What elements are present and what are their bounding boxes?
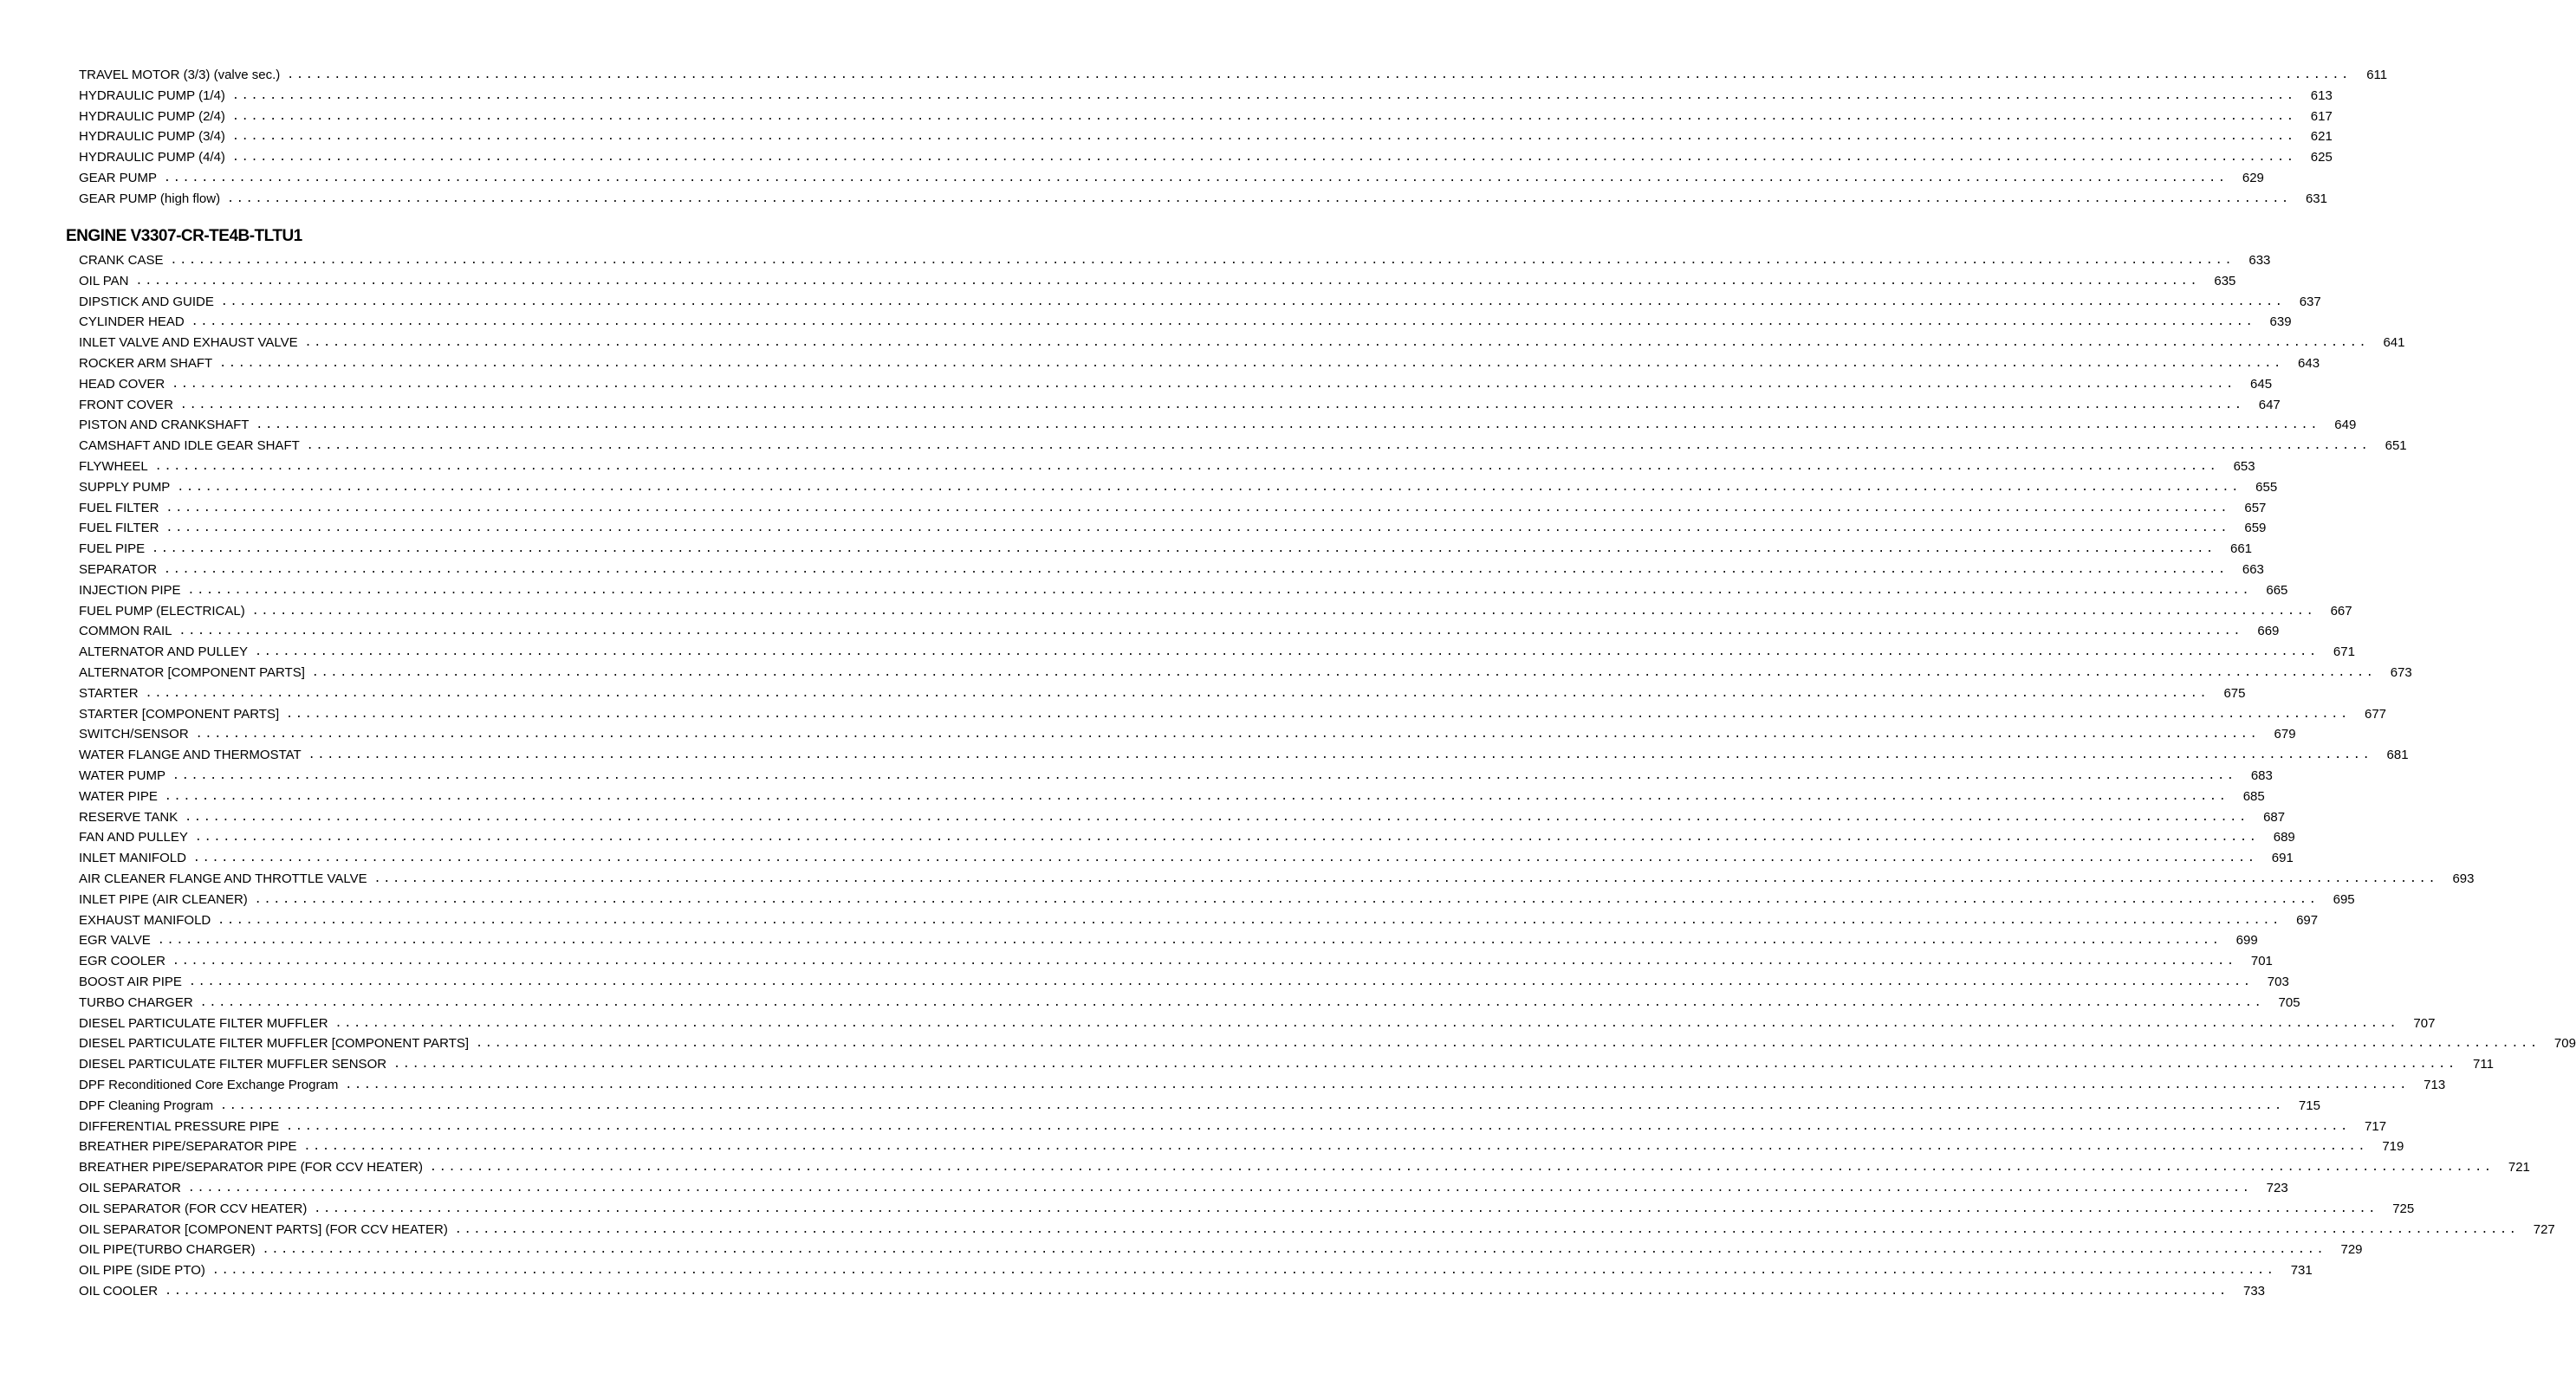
dot-leader: ............................................................................................................................................................................................................................ (287, 68, 2352, 81)
dot-leader: ............................................................................................................................................................................................................................ (187, 583, 2252, 597)
dot-leader: ............................................................................................................................................................................................................................ (195, 728, 2260, 742)
toc-entry-page-number: 633 (2248, 253, 2271, 268)
toc-entry[interactable] (79, 454, 2255, 475)
toc-entry[interactable] (79, 1114, 2387, 1135)
toc-entry-page-number: 643 (2298, 356, 2320, 371)
toc-entry[interactable] (79, 908, 2319, 929)
toc-entry-page-number: 665 (2266, 582, 2288, 598)
toc-entry-title: GEAR PUMP (high flow) (79, 191, 221, 206)
dot-leader: ............................................................................................................................................................................................................................ (454, 1222, 2519, 1236)
toc-entry-title: HYDRAULIC PUMP (1/4) (79, 87, 225, 103)
dot-leader: ............................................................................................................................................................................................................................ (304, 336, 2369, 350)
toc-entry-title: HYDRAULIC PUMP (4/4) (79, 150, 225, 165)
toc-entry-title: STARTER (79, 685, 139, 701)
toc-entry[interactable] (79, 722, 2296, 742)
toc-entry-page-number: 647 (2258, 397, 2281, 412)
toc-entry-page-number: 629 (2242, 171, 2264, 185)
dot-leader: ............................................................................................................................................................................................................................ (231, 130, 2296, 144)
toc-entry[interactable] (79, 495, 2267, 516)
dot-leader: ............................................................................................................................................................................................................................ (172, 955, 2236, 968)
toc-entry-page-number: 621 (2310, 129, 2333, 145)
toc-entry[interactable] (79, 681, 2246, 702)
dot-leader: ............................................................................................................................................................................................................................ (308, 748, 2372, 762)
toc-entry-title: WATER PUMP (79, 768, 165, 783)
dot-leader: ............................................................................................................................................................................................................................ (157, 934, 2222, 948)
toc-entry[interactable] (79, 702, 2387, 722)
dot-leader: ............................................................................................................................................................................................................................ (185, 810, 2249, 824)
toc-entry-page-number: 699 (2235, 933, 2258, 949)
toc-entry[interactable] (79, 309, 2292, 330)
toc-entry[interactable] (79, 578, 2288, 599)
toc-entry-title: FUEL PUMP (ELECTRICAL) (79, 603, 245, 619)
toc-entry-page-number: 683 (2250, 768, 2273, 783)
toc-entry[interactable] (79, 1134, 2404, 1155)
toc-entry[interactable] (79, 248, 2271, 269)
toc-entry-title: FUEL PIPE (79, 541, 146, 557)
toc-entry[interactable] (79, 784, 2265, 805)
dot-leader: ............................................................................................................................................................................................................................ (172, 377, 2236, 391)
dot-leader: ............................................................................................................................................................................................................................ (164, 172, 2228, 185)
toc-entry-title: DIESEL PARTICULATE FILTER MUFFLER [COMPONENT PARTS] (79, 1036, 470, 1052)
toc-entry-page-number: 637 (2299, 294, 2321, 309)
toc-entry-page-number: 719 (2382, 1139, 2404, 1155)
dot-leader: ............................................................................................................................................................................................................................ (286, 1119, 2351, 1133)
toc-entry[interactable] (79, 124, 2333, 145)
toc-entry-title: CYLINDER HEAD (79, 314, 185, 330)
toc-entry-page-number: 667 (2330, 603, 2352, 619)
dot-leader: ............................................................................................................................................................................................................................ (231, 88, 2296, 102)
toc-entry-page-number: 657 (2244, 500, 2267, 515)
toc-entry-title: OIL PIPE (SIDE PTO) (79, 1263, 205, 1279)
toc-entry-page-number: 675 (2223, 685, 2246, 701)
dot-leader: ............................................................................................................................................................................................................................ (188, 975, 2253, 988)
dot-leader: ............................................................................................................................................................................................................................ (165, 1285, 2229, 1298)
dot-leader: ............................................................................................................................................................................................................................ (164, 563, 2228, 576)
toc-entry-page-number: 695 (2333, 891, 2355, 907)
toc-entry-title: FLYWHEEL (79, 459, 148, 474)
toc-entry-page-number: 729 (2340, 1242, 2363, 1258)
toc-entry-title: HYDRAULIC PUMP (3/4) (79, 129, 225, 145)
toc-entry[interactable] (79, 330, 2405, 351)
toc-entry-title: DIFFERENTIAL PRESSURE PIPE (79, 1118, 280, 1134)
toc-entry-title: COMMON RAIL (79, 624, 172, 639)
toc-entry-title: ROCKER ARM SHAFT (79, 356, 213, 371)
dot-leader: ............................................................................................................................................................................................................................ (314, 1201, 2378, 1215)
toc-entry-title: AIR CLEANER FLANGE AND THROTTLE VALVE (79, 871, 367, 886)
toc-entry[interactable] (79, 536, 2253, 557)
toc-entry-title: HYDRAULIC PUMP (2/4) (79, 108, 225, 124)
toc-entry[interactable] (79, 412, 2357, 433)
toc-entry[interactable] (79, 1072, 2446, 1093)
dot-leader: ............................................................................................................................................................................................................................ (178, 625, 2243, 638)
toc-entry-page-number: 625 (2310, 150, 2333, 165)
toc-entry-page-number: 703 (2267, 975, 2289, 989)
toc-entry[interactable] (79, 269, 2236, 289)
toc-entry-title: DIESEL PARTICULATE FILTER MUFFLER SENSOR (79, 1057, 387, 1072)
toc-entry[interactable] (79, 1052, 2494, 1072)
dot-leader: ............................................................................................................................................................................................................................ (231, 151, 2296, 165)
dot-leader: ............................................................................................................................................................................................................................ (345, 1078, 2410, 1091)
toc-entry-title: OIL SEPARATOR (79, 1181, 181, 1195)
toc-entry-page-number: 679 (2274, 727, 2296, 742)
dot-leader: ............................................................................................................................................................................................................................ (393, 1058, 2457, 1072)
dot-leader: ............................................................................................................................................................................................................................ (211, 1264, 2276, 1278)
toc-entry[interactable] (79, 165, 2264, 186)
toc-entry-page-number: 653 (2233, 459, 2255, 474)
toc-entry-title: RESERVE TANK (79, 809, 178, 825)
dot-leader: ............................................................................................................................................................................................................................ (177, 480, 2242, 494)
toc-entry-page-number: 617 (2310, 108, 2333, 124)
toc-entry-title: CRANK CASE (79, 253, 164, 268)
toc-entry-title: OIL PAN (79, 273, 129, 288)
dot-leader: ............................................................................................................................................................................................................................ (152, 542, 2216, 556)
toc-entry[interactable] (79, 742, 2409, 763)
toc-entry-title: FUEL FILTER (79, 521, 159, 536)
toc-entry[interactable] (79, 660, 2412, 681)
toc-entry-title: FRONT COVER (79, 397, 173, 412)
toc-entry-title: INLET VALVE AND EXHAUST VALVE (79, 335, 298, 351)
toc-entry-page-number: 611 (2366, 68, 2388, 82)
toc-entry-page-number: 713 (2424, 1078, 2446, 1092)
toc-entry[interactable] (79, 619, 2280, 639)
dot-leader: ............................................................................................................................................................................................................................ (199, 995, 2264, 1009)
toc-entry-title: SUPPLY PUMP (79, 479, 171, 495)
toc-entry-title: OIL PIPE(TURBO CHARGER) (79, 1242, 256, 1258)
toc-entry-page-number: 717 (2365, 1118, 2387, 1134)
toc-entry-page-number: 715 (2298, 1098, 2320, 1113)
toc-entry-title: EGR COOLER (79, 954, 166, 969)
toc-entry[interactable] (79, 372, 2273, 392)
toc-entry-page-number: 641 (2383, 335, 2405, 351)
toc-entry-title: DIESEL PARTICULATE FILTER MUFFLER (79, 1015, 328, 1031)
dot-leader: ............................................................................................................................................................................................................................ (255, 645, 2319, 659)
toc-entry-page-number: 687 (2263, 809, 2286, 825)
toc-entry[interactable] (79, 639, 2355, 660)
toc-entry[interactable] (79, 1258, 2313, 1279)
dot-leader: ............................................................................................................................................................................................................................ (219, 357, 2284, 370)
toc-entry-page-number: 707 (2413, 1015, 2436, 1031)
toc-entry-page-number: 701 (2250, 954, 2273, 969)
toc-entry-page-number: 655 (2255, 479, 2278, 495)
dot-leader: ............................................................................................................................................................................................................................ (231, 109, 2296, 123)
dot-leader: ............................................................................................................................................................................................................................ (227, 191, 2291, 205)
dot-leader: ............................................................................................................................................................................................................................ (135, 274, 2200, 288)
toc-entry[interactable] (79, 289, 2321, 310)
toc-entry-title: SWITCH/SENSOR (79, 727, 189, 742)
toc-entry[interactable] (79, 1011, 2436, 1032)
toc-entry-title: OIL COOLER (79, 1284, 159, 1299)
toc-entry-title: OIL SEPARATOR (FOR CCV HEATER) (79, 1201, 308, 1216)
toc-entry[interactable] (79, 1279, 2266, 1299)
toc-entry-page-number: 631 (2305, 191, 2327, 206)
toc-entry[interactable] (79, 887, 2355, 908)
dot-leader: ............................................................................................................................................................................................................................ (187, 1182, 2252, 1195)
dot-leader: ............................................................................................................................................................................................................................ (192, 852, 2257, 865)
toc-entry-title: FAN AND PULLEY (79, 830, 188, 845)
toc-entry-title: INJECTION PIPE (79, 582, 181, 598)
toc-entry-page-number: 689 (2273, 830, 2295, 845)
toc-entry[interactable] (79, 949, 2273, 969)
toc-entry[interactable] (79, 928, 2258, 949)
toc-entry-page-number: 685 (2242, 788, 2265, 804)
toc-entry-title: ALTERNATOR [COMPONENT PARTS] (79, 665, 305, 680)
toc-entry-page-number: 723 (2266, 1181, 2288, 1195)
toc-entry[interactable] (79, 433, 2407, 454)
toc-entry-title: DPF Reconditioned Core Exchange Program (79, 1078, 339, 1092)
dot-leader: ............................................................................................................................................................................................................................ (256, 418, 2320, 432)
toc-entry-title: SEPARATOR (79, 562, 158, 577)
toc-entry-title: WATER FLANGE AND THERMOSTAT (79, 748, 302, 763)
dot-leader: ............................................................................................................................................................................................................................ (217, 913, 2282, 927)
toc-entry-page-number: 661 (2229, 541, 2253, 557)
toc-entry-page-number: 645 (2250, 376, 2273, 392)
toc-entry[interactable] (79, 1176, 2288, 1196)
toc-entry[interactable] (79, 845, 2294, 866)
dot-leader: ............................................................................................................................................................................................................................ (170, 254, 2235, 267)
toc-entry-title: GEAR PUMP (79, 171, 158, 185)
toc-entry[interactable] (79, 990, 2300, 1011)
toc-entry-title: FUEL FILTER (79, 500, 159, 515)
dot-leader: ............................................................................................................................................................................................................................ (286, 707, 2351, 721)
toc-entry[interactable] (79, 599, 2352, 619)
dot-leader: ............................................................................................................................................................................................................................ (179, 398, 2244, 411)
toc-entry-title: OIL SEPARATOR [COMPONENT PARTS] (FOR CCV HEATER) (79, 1221, 448, 1237)
toc-entry-page-number: 677 (2365, 706, 2387, 722)
toc-entry-title: DIPSTICK AND GUIDE (79, 294, 214, 309)
toc-entry[interactable] (79, 515, 2267, 536)
toc-entry[interactable] (79, 825, 2295, 845)
toc-entry-page-number: 639 (2269, 314, 2292, 330)
toc-entry-title: TRAVEL MOTOR (3/3) (valve sec.) (79, 68, 281, 82)
toc-entry[interactable] (79, 145, 2333, 165)
toc-entry[interactable] (79, 351, 2320, 372)
toc-entry[interactable] (79, 969, 2289, 990)
toc-entry-page-number: 733 (2242, 1284, 2266, 1299)
toc-entry-page-number: 731 (2290, 1263, 2313, 1279)
toc-entry-title: BOOST AIR PIPE (79, 975, 182, 989)
toc-entry-page-number: 693 (2452, 871, 2475, 886)
toc-entry[interactable] (79, 392, 2281, 413)
toc-entry[interactable] (79, 1093, 2320, 1114)
toc-entry[interactable] (79, 83, 2333, 104)
dot-leader: ............................................................................................................................................................................................................................ (165, 521, 2230, 535)
section-heading: ENGINE V3307-CR-TE4B-TLTU1 (66, 227, 302, 245)
dot-leader: ............................................................................................................................................................................................................................ (311, 666, 2376, 679)
toc-entry-page-number: 697 (2296, 912, 2319, 928)
dot-leader: ............................................................................................................................................................................................................................ (164, 789, 2229, 803)
toc-entry[interactable] (79, 186, 2327, 207)
toc-entry[interactable] (79, 1196, 2415, 1217)
dot-leader: ............................................................................................................................................................................................................................ (165, 501, 2230, 515)
dot-leader: ............................................................................................................................................................................................................................ (334, 1016, 2399, 1030)
dot-leader: ............................................................................................................................................................................................................................ (254, 892, 2319, 906)
toc-entry-title: BREATHER PIPE/SEPARATOR PIPE (79, 1139, 297, 1155)
toc-entry-page-number: 659 (2244, 521, 2267, 536)
toc-entry[interactable] (79, 1217, 2555, 1238)
toc-entry-title: CAMSHAFT AND IDLE GEAR SHAFT (79, 438, 300, 454)
toc-entry-title: BREATHER PIPE/SEPARATOR PIPE (FOR CCV HEATER) (79, 1160, 424, 1176)
toc-entry-page-number: 673 (2390, 665, 2412, 680)
dot-leader: ............................................................................................................................................................................................................................ (220, 295, 2285, 308)
dot-leader: ............................................................................................................................................................................................................................ (476, 1037, 2540, 1051)
toc-entry-page-number: 671 (2333, 644, 2355, 660)
toc-entry[interactable] (79, 1155, 2530, 1176)
toc-entry-title: EXHAUST MANIFOLD (79, 912, 211, 928)
dot-leader: ............................................................................................................................................................................................................................ (430, 1161, 2494, 1175)
toc-entry[interactable] (79, 104, 2333, 125)
toc-entry-page-number: 727 (2533, 1221, 2555, 1237)
toc-entry-page-number: 725 (2392, 1201, 2415, 1216)
dot-leader: ............................................................................................................................................................................................................................ (191, 315, 2255, 329)
dot-leader: ............................................................................................................................................................................................................................ (306, 439, 2371, 453)
toc-entry[interactable] (79, 805, 2286, 826)
toc-entry-page-number: 681 (2386, 748, 2409, 763)
toc-entry-title: WATER PIPE (79, 788, 158, 804)
toc-entry[interactable] (79, 557, 2264, 578)
toc-entry-page-number: 663 (2242, 562, 2264, 577)
toc-entry-page-number: 721 (2508, 1160, 2530, 1176)
toc-entry[interactable] (79, 475, 2278, 495)
toc-entry-title: PISTON AND CRANKSHAFT (79, 418, 250, 433)
toc-entry-title: STARTER [COMPONENT PARTS] (79, 706, 280, 722)
toc-entry[interactable] (79, 763, 2273, 784)
toc-entry[interactable] (79, 1031, 2576, 1052)
dot-leader: ............................................................................................................................................................................................................................ (303, 1140, 2368, 1154)
toc-entry-title: EGR VALVE (79, 933, 151, 949)
toc-entry-page-number: 709 (2553, 1036, 2576, 1052)
toc-entry-title: TURBO CHARGER (79, 994, 193, 1010)
toc-entry-page-number: 669 (2257, 624, 2280, 639)
toc-entry[interactable] (79, 62, 2388, 83)
toc-entry-title: ALTERNATOR AND PULLEY (79, 644, 249, 660)
toc-entry-page-number: 635 (2214, 273, 2236, 288)
toc-entry-page-number: 711 (2473, 1057, 2494, 1072)
toc-entry-page-number: 613 (2310, 87, 2333, 103)
dot-leader: ............................................................................................................................................................................................................................ (172, 769, 2236, 782)
toc-entry-page-number: 691 (2271, 851, 2294, 866)
dot-leader: ............................................................................................................................................................................................................................ (251, 604, 2316, 618)
toc-entry[interactable] (79, 866, 2475, 887)
dot-leader: ............................................................................................................................................................................................................................ (154, 460, 2219, 473)
toc-entry-page-number: 651 (2385, 438, 2407, 454)
toc-entry-page-number: 705 (2278, 994, 2300, 1010)
dot-leader: ............................................................................................................................................................................................................................ (373, 872, 2438, 885)
dot-leader: ............................................................................................................................................................................................................................ (145, 686, 2209, 700)
toc-entry-page-number: 649 (2334, 418, 2357, 433)
dot-leader: ............................................................................................................................................................................................................................ (220, 1098, 2284, 1112)
toc-entry-title: DPF Cleaning Program (79, 1098, 214, 1113)
toc-entry-title: INLET PIPE (AIR CLEANER) (79, 891, 248, 907)
toc-entry-title: INLET MANIFOLD (79, 851, 186, 866)
toc-entry-title: HEAD COVER (79, 376, 165, 392)
toc-entry[interactable] (79, 1237, 2363, 1258)
dot-leader: ............................................................................................................................................................................................................................ (194, 831, 2259, 845)
dot-leader: ............................................................................................................................................................................................................................ (262, 1243, 2326, 1257)
